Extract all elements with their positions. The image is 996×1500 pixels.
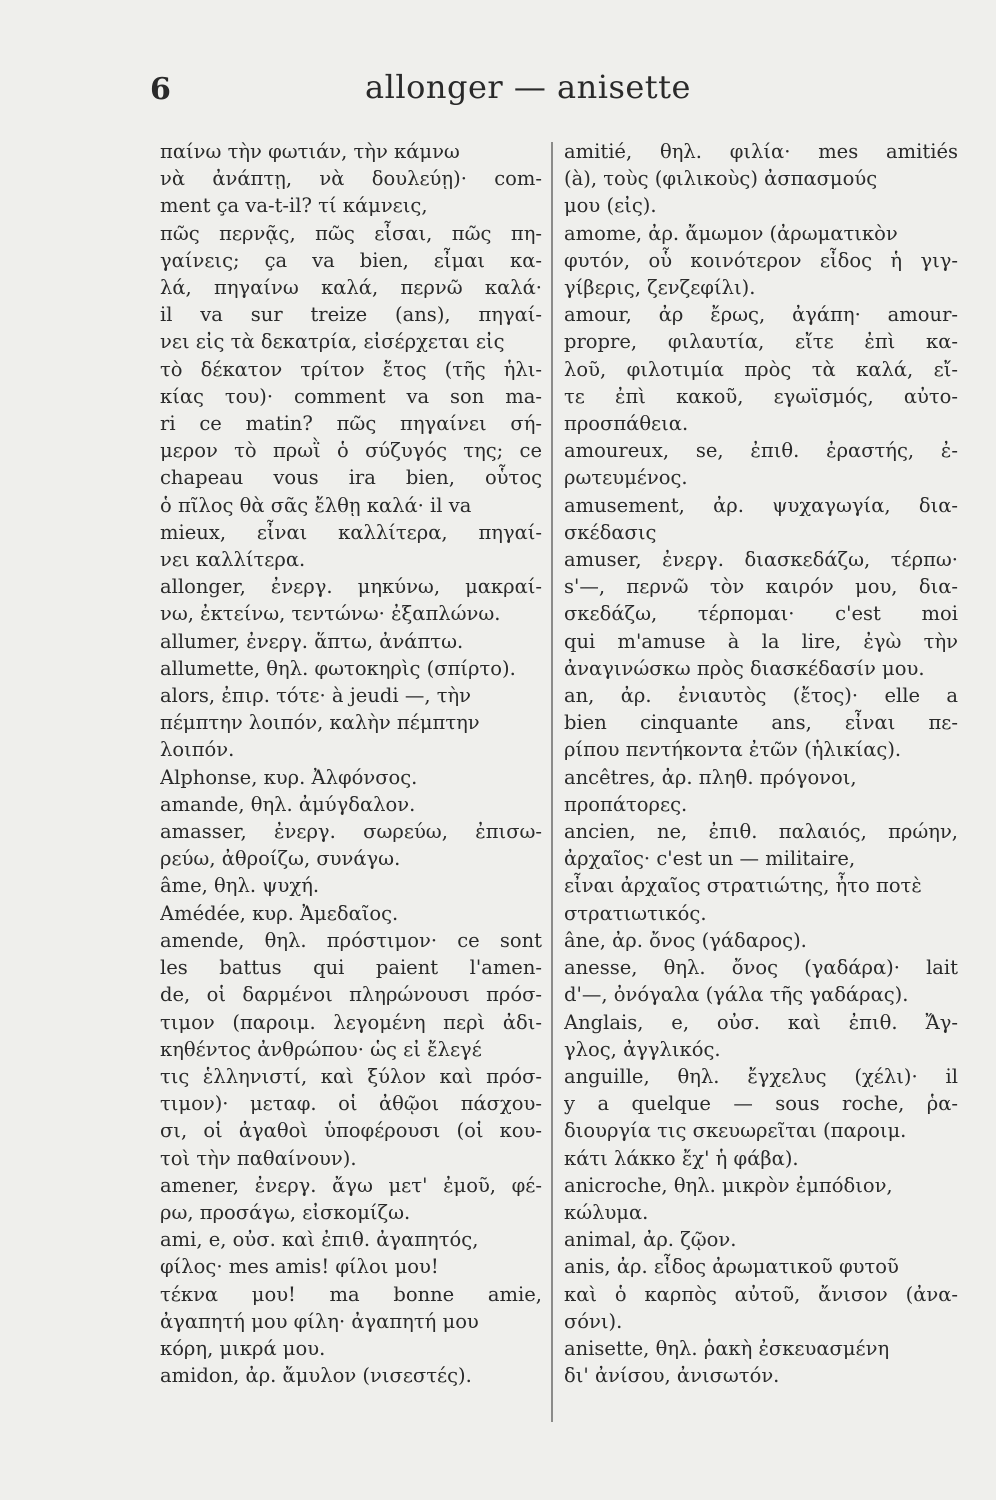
dictionary-line: πέμπτην λοιπόν, καλὴν πέμπτην <box>160 711 480 735</box>
dictionary-line: allumer, ἐνεργ. ἅπτω, ἀνάπτω. <box>160 629 464 653</box>
dictionary-line: de, οἱ δαρμένοι πληρώνουσι πρόσ- <box>160 983 542 1007</box>
dictionary-line: διουργία τις σκευωρεῖται (παροιμ. <box>564 1119 907 1143</box>
dictionary-line: γλος, ἀγγλικός. <box>564 1037 721 1061</box>
page-number: 6 <box>150 72 171 107</box>
dictionary-line: τοὶ τὴν παθαίνουν). <box>160 1146 357 1170</box>
dictionary-line: allonger, ἐνεργ. μηκύνω, μακραί- <box>160 575 542 599</box>
dictionary-line: μερον τὸ πρωῒ ὁ σύζυγός της; ce <box>160 439 542 463</box>
dictionary-line: κηθέντος ἀνθρώπου· ὡς εἰ ἔλεγέ <box>160 1037 482 1061</box>
dictionary-line: νὰ ἀνάπτῃ, νὰ δουλεύῃ)· com- <box>160 167 542 191</box>
dictionary-line: κόρη, μικρά μου. <box>160 1336 326 1360</box>
dictionary-line: σκέδασις <box>564 520 657 544</box>
dictionary-line: φυτόν, οὗ κοινότερον εἶδος ἡ γιγ- <box>564 248 958 272</box>
left-column <box>160 138 542 1389</box>
dictionary-line: amende, θηλ. πρόστιμον· ce sont <box>160 928 542 952</box>
dictionary-line: ρωτευμένος. <box>564 466 688 490</box>
dictionary-line: (à), τοὺς (φιλικοὺς) ἀσπασμούς <box>564 167 878 191</box>
dictionary-line: anis, ἀρ. εἶδος ἀρωματικοῦ φυτοῦ <box>564 1255 899 1279</box>
dictionary-line: κάτι λάκκο ἔχ' ἡ φάβα). <box>564 1146 799 1170</box>
dictionary-line: νει εἰς τὰ δεκατρία, εἰσέρχεται εἰς <box>160 330 505 354</box>
dictionary-line: anguille, θηλ. ἔγχελυς (χέλι)· il <box>564 1064 958 1088</box>
dictionary-line: an, ἀρ. ἐνιαυτὸς (ἔτος)· elle a <box>564 684 958 708</box>
dictionary-line: chapeau vous ira bien, οὗτος <box>160 466 542 490</box>
dictionary-line: σόνι). <box>564 1309 623 1333</box>
dictionary-line: δι' ἀνίσου, ἀνισωτόν. <box>564 1364 780 1388</box>
running-head: allonger — anisette <box>365 68 691 106</box>
dictionary-line: d'—, ὀνόγαλα (γάλα τῆς γαδάρας). <box>564 983 909 1007</box>
dictionary-line: τε ἐπὶ κακοῦ, εγωϊσμός, αὐτο- <box>564 384 958 408</box>
dictionary-line: στρατιωτικός. <box>564 901 707 925</box>
dictionary-line: propre, φιλαυτία, εἴτε ἐπὶ κα- <box>564 330 958 354</box>
dictionary-line: φίλος· mes amis! φίλοι μου! <box>160 1255 439 1279</box>
dictionary-line: παίνω τὴν φωτιάν, τὴν κάμνω <box>160 140 460 163</box>
dictionary-line: τις ἑλληνιστί, καὶ ξύλον καὶ πρόσ- <box>160 1064 542 1088</box>
dictionary-line: τὸ δέκατον τρίτον ἔτος (τῆς ἡλι- <box>160 357 542 381</box>
dictionary-line: amasser, ἐνεργ. σωρεύω, ἐπισω- <box>160 820 542 844</box>
dictionary-line: âme, θηλ. ψυχή. <box>160 874 320 898</box>
dictionary-line: τιμον)· μεταφ. οἱ ἀθῷοι πάσχου- <box>160 1092 542 1116</box>
dictionary-line: anicroche, θηλ. μικρὸν ἐμπόδιον, <box>564 1173 893 1197</box>
dictionary-line: âne, ἀρ. ὄνος (γάδαρος). <box>564 928 807 952</box>
dictionary-line: σι, οἱ ἀγαθοὶ ὑποφέρουσι (οἱ κου- <box>160 1119 542 1143</box>
dictionary-line: Alphonse, κυρ. Ἀλφόνσος. <box>160 765 418 789</box>
dictionary-line: λά, πηγαίνω καλά, περνῶ καλά· <box>160 276 542 300</box>
dictionary-line: allumette, θηλ. φωτοκηρὶς (σπίρτο). <box>160 656 516 680</box>
dictionary-line: ἀναγινώσκω πρὸς διασκέδασίν μου. <box>564 656 925 680</box>
right-column <box>564 138 958 1389</box>
dictionary-line: amande, θηλ. ἀμύγδαλον. <box>160 792 416 816</box>
dictionary-line: κώλυμα. <box>564 1200 649 1224</box>
dictionary-line: les battus qui paient l'amen- <box>160 956 542 980</box>
dictionary-line: amidon, ἀρ. ἄμυλον (νισεστές). <box>160 1364 472 1388</box>
dictionary-line: amusement, ἀρ. ψυχαγωγία, δια- <box>564 493 958 517</box>
dictionary-line: εἶναι ἀρχαῖος στρατιώτης, ἦτο ποτὲ <box>564 874 922 898</box>
column-divider <box>551 142 553 1422</box>
dictionary-line: προσπάθεια. <box>564 412 689 436</box>
dictionary-line: anisette, θηλ. ῥακὴ ἐσκευασμένη <box>564 1336 890 1360</box>
dictionary-line: σκεδάζω, τέρπομαι· c'est moi <box>564 602 958 626</box>
dictionary-line: πῶς περνᾷς, πῶς εἶσαι, πῶς πη- <box>160 221 542 245</box>
dictionary-line: μου (εἰς). <box>564 194 657 218</box>
dictionary-line: ἀρχαῖος· c'est un — militaire, <box>564 847 856 871</box>
dictionary-line: ment ça va-t-il? τί κάμνεις, <box>160 194 428 218</box>
dictionary-line: amener, ἐνεργ. ἄγω μετ' ἐμοῦ, φέ- <box>160 1173 542 1197</box>
dictionary-line: bien cinquante ans, εἶναι πε- <box>564 711 958 735</box>
dictionary-line: ancêtres, ἀρ. πληθ. πρόγονοι, <box>564 765 857 789</box>
dictionary-line: γίβερις, ζενζεφίλι). <box>564 276 756 300</box>
dictionary-line: mieux, εἶναι καλλίτερα, πηγαί- <box>160 520 542 544</box>
dictionary-line: ρίπου πεντήκοντα ἐτῶν (ἡλικίας). <box>564 738 902 762</box>
dictionary-line: Anglais, e, οὐσ. καὶ ἐπιθ. Ἄγ- <box>564 1010 958 1034</box>
dictionary-line: προπάτορες. <box>564 792 688 816</box>
dictionary-line: alors, ἐπιρ. τότε· à jeudi —, τὴν <box>160 684 472 708</box>
dictionary-line: καὶ ὁ καρπὸς αὐτοῦ, ἄνισον (ἀνα- <box>564 1282 958 1306</box>
dictionary-line: amitié, θηλ. φιλία· mes amitiés <box>564 140 958 163</box>
dictionary-line: Amédée, κυρ. Ἀμεδαῖος. <box>160 901 399 925</box>
dictionary-line: amoureux, se, ἐπιθ. ἐραστής, ἐ- <box>564 439 958 463</box>
dictionary-line: il va sur treize (ans), πηγαί- <box>160 303 542 327</box>
dictionary-line: y a quelque — sous roche, ῥα- <box>564 1092 958 1116</box>
dictionary-line: ρω, προσάγω, εἰσκομίζω. <box>160 1200 411 1224</box>
dictionary-line: ri ce matin? πῶς πηγαίνει σή- <box>160 412 542 436</box>
dictionary-line: λοιπόν. <box>160 738 235 762</box>
dictionary-line: κίας του)· comment va son ma- <box>160 384 542 408</box>
dictionary-line: νει καλλίτερα. <box>160 548 306 572</box>
dictionary-line: τιμον (παροιμ. λεγομένη περὶ ἀδι- <box>160 1010 542 1034</box>
dictionary-line: λοῦ, φιλοτιμία πρὸς τὰ καλά, εἴ- <box>564 357 958 381</box>
dictionary-line: τέκνα μου! ma bonne amie, <box>160 1282 542 1306</box>
dictionary-line: anesse, θηλ. ὄνος (γαδάρα)· lait <box>564 956 958 980</box>
dictionary-line: qui m'amuse à la lire, ἐγὼ τὴν <box>564 629 958 653</box>
dictionary-line: ρεύω, ἀθροίζω, συνάγω. <box>160 847 401 871</box>
dictionary-line: ami, e, οὐσ. καὶ ἐπιθ. ἀγαπητός, <box>160 1228 479 1252</box>
dictionary-line: amuser, ἐνεργ. διασκεδάζω, τέρπω· <box>564 548 958 572</box>
dictionary-line: ἀγαπητή μου φίλη· ἀγαπητή μου <box>160 1309 479 1333</box>
dictionary-line: ancien, ne, ἐπιθ. παλαιός, πρώην, <box>564 820 958 844</box>
dictionary-line: amour, ἀρ ἔρως, ἀγάπη· amour- <box>564 303 958 327</box>
dictionary-line: ὁ πῖλος θὰ σᾶς ἔλθῃ καλά· il va <box>160 493 472 517</box>
dictionary-line: animal, ἀρ. ζῷον. <box>564 1228 737 1252</box>
dictionary-line: amome, ἀρ. ἄμωμον (ἀρωματικὸν <box>564 221 898 245</box>
dictionary-line: s'—, περνῶ τὸν καιρόν μου, δια- <box>564 575 958 599</box>
dictionary-line: νω, ἐκτείνω, τεντώνω· ἐξαπλώνω. <box>160 602 501 626</box>
dictionary-line: γαίνεις; ça va bien, εἶμαι κα- <box>160 248 542 272</box>
